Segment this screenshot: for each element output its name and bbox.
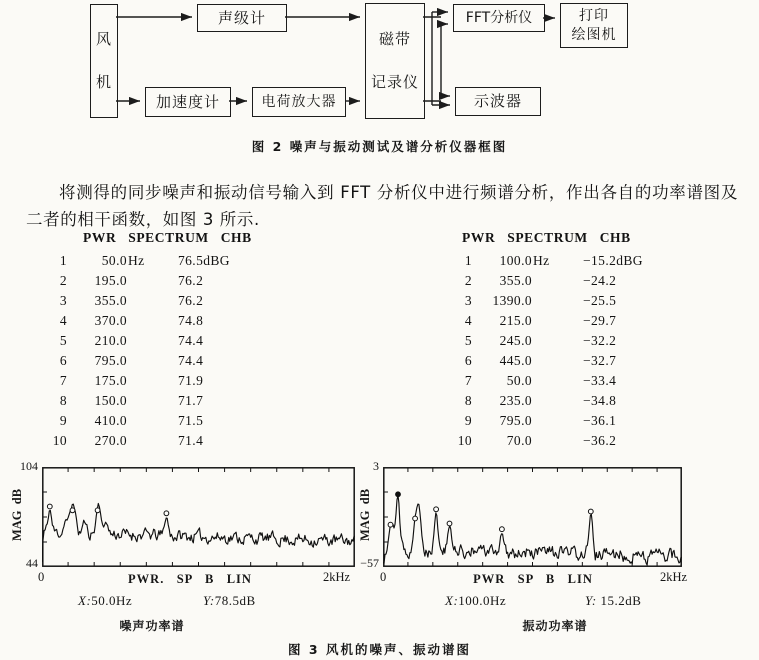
vibration-cursor-x-value: X:100.0Hz — [445, 593, 507, 608]
table-cell: 76.2 — [178, 293, 204, 308]
table-cell: −25.5 — [583, 293, 617, 308]
peak-marker — [47, 504, 52, 509]
spectrum-curve — [42, 504, 355, 563]
table-row — [45, 433, 325, 453]
vibration-chart-caption: 振动功率谱 — [522, 619, 588, 633]
accelerometer-label: 加速度计 — [155, 92, 220, 111]
peak-marker — [413, 516, 418, 521]
noise-y-min-label: 44 — [26, 556, 38, 570]
table-cell — [127, 293, 178, 313]
table-cell: 74.4 — [178, 333, 204, 348]
table-cell: 150.0 — [94, 393, 127, 408]
table-cell: −36.1 — [583, 413, 617, 428]
vibration-cursor-y-readout — [585, 593, 641, 609]
table-cell: −15.2dBG — [583, 253, 643, 268]
printer-plotter-label-line2: 绘图机 — [571, 27, 617, 43]
vibration-spectrum-chart — [350, 455, 759, 625]
table-cell — [127, 353, 178, 373]
table-cell — [532, 273, 583, 293]
peak-marker — [95, 508, 100, 513]
table-cell: 445.0 — [499, 353, 532, 368]
vibration-spectrum-table — [450, 230, 730, 453]
table-cell: 3 — [464, 293, 472, 308]
table-cell: 76.2 — [178, 273, 204, 288]
table-cell — [532, 313, 583, 333]
table-cell: 355.0 — [499, 273, 532, 288]
table-row — [45, 353, 325, 373]
table-cell — [127, 413, 178, 433]
table-cell: 10 — [457, 433, 472, 448]
table-cell: 5 — [464, 333, 472, 348]
table-cell — [532, 293, 583, 313]
table-cell — [127, 393, 178, 413]
peak-marker — [388, 522, 393, 527]
table-cell — [532, 393, 583, 413]
noise-x-axis-caption: PWR. SP B LIN — [128, 572, 252, 586]
table-cell: 9 — [59, 413, 67, 428]
table-cell: 74.4 — [178, 353, 204, 368]
plot-frame — [43, 468, 354, 566]
table-row — [450, 353, 730, 373]
table-row — [450, 433, 730, 453]
table-cell: 370.0 — [94, 313, 127, 328]
noise-chart-caption: 噪声功率谱 — [119, 619, 185, 633]
peak-marker — [500, 527, 505, 532]
vibration-table-body — [450, 253, 730, 453]
table-cell: −36.2 — [583, 433, 617, 448]
table-row — [450, 313, 730, 333]
noise-spectrum-plot — [42, 467, 355, 567]
noise-cursor-x-readout — [78, 593, 132, 609]
body-paragraph: 将测得的同步噪声和振动信号输入到 FFT 分析仪中进行频谱分析，作出各自的功率谱图及二者的相干函数，如图 3 所示. — [26, 182, 738, 229]
vibration-y-min-label: −57 — [360, 556, 379, 570]
block-tape-recorder — [365, 3, 425, 119]
table-cell: 410.0 — [94, 413, 127, 428]
table-cell: 235.0 — [499, 393, 532, 408]
table-cell: 8 — [464, 393, 472, 408]
table-cell: 76.5dBG — [178, 253, 230, 268]
table-cell: 10 — [52, 433, 67, 448]
table-cell: 71.7 — [178, 393, 204, 408]
peak-marker — [447, 521, 452, 526]
table-cell: 9 — [464, 413, 472, 428]
tape-recorder-label-line1: 磁带 — [378, 30, 411, 48]
table-cell: 2 — [464, 273, 472, 288]
fan-label-line2: 机 — [95, 72, 112, 91]
table-cell: 6 — [59, 353, 67, 368]
table-row — [450, 293, 730, 313]
fft-analyzer-label: FFT分析仪 — [465, 10, 533, 26]
table-cell — [532, 373, 583, 393]
table-cell: 795.0 — [499, 413, 532, 428]
noise-table-header: PWR SPECTRUM CHB — [83, 230, 252, 245]
sound-level-meter-label: 声级计 — [217, 8, 266, 27]
table-cell: −32.2 — [583, 333, 617, 348]
table-cell: 210.0 — [94, 333, 127, 348]
table-cell: 70.0 — [506, 433, 532, 448]
table-cell: −33.4 — [583, 373, 617, 388]
block-sound-level-meter — [197, 4, 287, 32]
table-cell: 1390.0 — [492, 293, 532, 308]
table-row — [450, 273, 730, 293]
table-cell: 215.0 — [499, 313, 532, 328]
table-cell: 3 — [59, 293, 67, 308]
table-cell — [127, 433, 178, 453]
block-oscilloscope — [455, 87, 541, 116]
block-fan — [90, 4, 118, 118]
block-charge-amplifier — [252, 87, 346, 117]
table-cell: 100.0 — [499, 253, 532, 268]
table-cell — [127, 333, 178, 353]
peak-marker — [396, 492, 401, 497]
table-cell: 71.9 — [178, 373, 204, 388]
table-cell: 50.0 — [101, 253, 127, 268]
table-cell: 1 — [59, 253, 67, 268]
table-cell: 5 — [59, 333, 67, 348]
noise-spectrum-chart — [0, 455, 380, 625]
table-cell: 1 — [464, 253, 472, 268]
table-row — [45, 293, 325, 313]
tape-recorder-label-line2: 记录仪 — [370, 73, 419, 91]
table-row — [450, 253, 730, 273]
vibration-x-axis-caption: PWR SP B LIN — [473, 572, 593, 586]
noise-cursor-y-readout — [203, 593, 256, 609]
table-cell: 4 — [464, 313, 472, 328]
vibration-table-header: PWR SPECTRUM CHB — [462, 230, 631, 245]
vibration-cursor-x-readout — [445, 593, 506, 609]
table-cell: 7 — [464, 373, 472, 388]
table-row — [45, 393, 325, 413]
table-cell: 71.5 — [178, 413, 204, 428]
table-cell: −29.7 — [583, 313, 617, 328]
noise-y-max-label: 104 — [20, 459, 38, 473]
table-cell: 71.4 — [178, 433, 204, 448]
table-cell — [532, 333, 583, 353]
table-cell — [532, 413, 583, 433]
peak-marker — [434, 507, 439, 512]
table-cell: 4 — [59, 313, 67, 328]
table-cell — [127, 313, 178, 333]
noise-table-body — [45, 253, 325, 453]
table-cell: 6 — [464, 353, 472, 368]
table-cell: 50.0 — [506, 373, 532, 388]
noise-x-max-label: 2kHz — [323, 570, 351, 584]
table-cell: 7 — [59, 373, 67, 388]
vibration-spectrum-plot — [383, 467, 682, 567]
noise-spectrum-table — [45, 230, 325, 453]
table-cell — [532, 433, 583, 453]
table-cell: 795.0 — [94, 353, 127, 368]
peak-marker — [70, 508, 75, 513]
block-fft-analyzer — [453, 4, 545, 32]
table-cell — [127, 273, 178, 293]
table-row — [450, 333, 730, 353]
table-cell: 74.8 — [178, 313, 204, 328]
noise-x-origin-label: 0 — [38, 570, 45, 584]
vibration-x-origin-label: 0 — [380, 570, 387, 584]
vibration-y-axis-title: MAG dB — [358, 488, 372, 542]
table-row — [450, 413, 730, 433]
table-cell: 355.0 — [94, 293, 127, 308]
table-cell: −24.2 — [583, 273, 617, 288]
table-row — [45, 313, 325, 333]
block-printer-plotter — [560, 3, 628, 48]
peak-marker — [588, 509, 593, 514]
table-row — [45, 333, 325, 353]
noise-y-axis-title: MAG dB — [10, 488, 24, 542]
table-cell — [532, 353, 583, 373]
table-row — [450, 373, 730, 393]
noise-cursor-x-value: X:50.0Hz — [78, 593, 133, 608]
table-cell: −34.8 — [583, 393, 617, 408]
table-cell: Hz — [533, 253, 550, 268]
figure2-caption: 图 2 噪声与振动测试及谱分析仪器框图 — [251, 139, 508, 154]
table-cell: −32.7 — [583, 353, 617, 368]
vibration-y-max-label: 3 — [373, 459, 379, 473]
figure3-caption: 图 3 风机的噪声、振动谱图 — [288, 642, 471, 657]
table-cell: 2 — [59, 273, 67, 288]
figure2-diagram — [0, 0, 759, 160]
table-cell: Hz — [128, 253, 145, 268]
table-cell: 8 — [59, 393, 67, 408]
table-row — [45, 253, 325, 273]
table-cell: 270.0 — [94, 433, 127, 448]
table-row — [45, 273, 325, 293]
peak-marker — [164, 511, 169, 516]
block-accelerometer — [145, 87, 231, 117]
table-cell: 245.0 — [499, 333, 532, 348]
table-row — [45, 373, 325, 393]
table-cell: 175.0 — [94, 373, 127, 388]
spectrum-curve — [383, 495, 682, 565]
vibration-x-max-label: 2kHz — [660, 570, 688, 584]
table-cell — [127, 373, 178, 393]
noise-cursor-y-value: Y:78.5dB — [203, 593, 256, 608]
printer-plotter-label-line1: 打印 — [579, 8, 609, 24]
fan-label-line1: 风 — [95, 30, 112, 49]
vibration-cursor-y-value: Y: 15.2dB — [585, 593, 642, 608]
charge-amplifier-label: 电荷放大器 — [261, 94, 337, 110]
oscilloscope-label: 示波器 — [473, 92, 522, 110]
table-row — [450, 393, 730, 413]
table-row — [45, 413, 325, 433]
table-cell: 195.0 — [94, 273, 127, 288]
